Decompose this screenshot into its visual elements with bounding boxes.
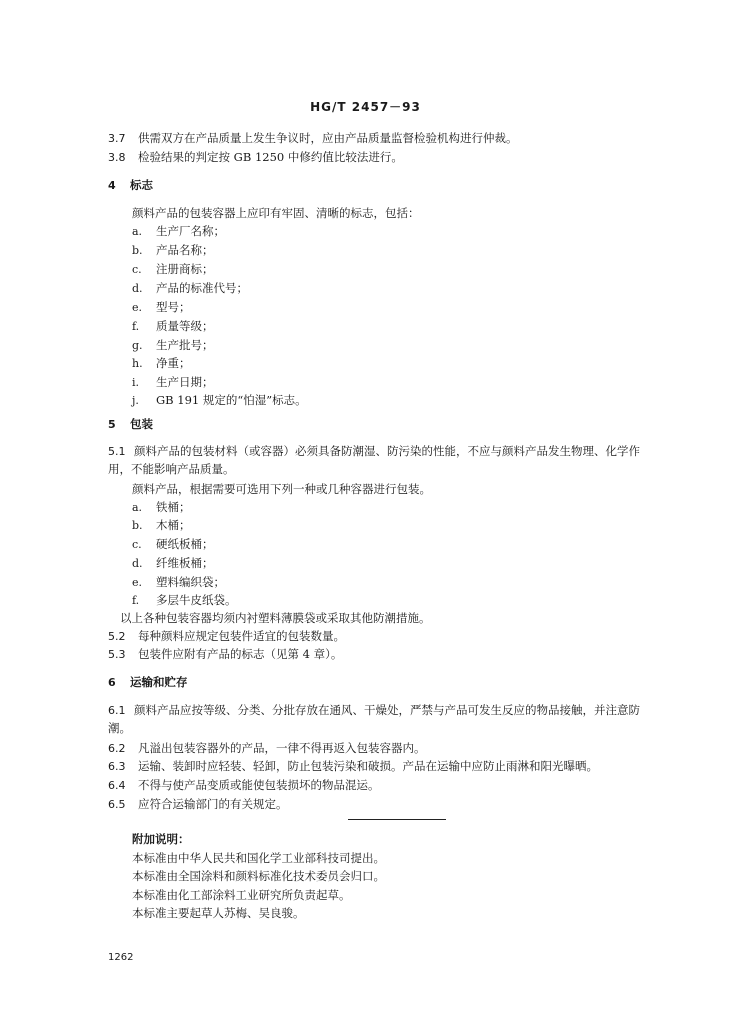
clause-number: 5.3 — [108, 648, 126, 661]
item-text: 铁桶； — [156, 500, 191, 514]
item-label: f. — [132, 320, 140, 333]
item-label: b. — [132, 244, 143, 257]
list-item — [132, 319, 214, 334]
list-item — [132, 500, 191, 515]
section-4-heading — [108, 178, 153, 193]
item-label: d. — [132, 557, 143, 570]
section-number: 4 — [108, 179, 116, 192]
clause-number: 6.3 — [108, 760, 126, 773]
clause-number: 6.2 — [108, 742, 126, 755]
appendix-line: 本标准由全国涂料和颜料标准化技术委员会归口。 — [132, 869, 385, 883]
clause-text: 运输、装卸时应轻装、轻卸，防止包装污染和破损。产品在运输中应防止雨淋和阳光曝晒。 — [138, 759, 598, 773]
clause-text: 供需双方在产品质量上发生争议时，应由产品质量监督检验机构进行仲裁。 — [138, 131, 518, 145]
item-text: 净重； — [156, 356, 191, 370]
clause-text: 检验结果的判定按 GB 1250 中修约值比较法进行。 — [138, 150, 403, 164]
clause-number: 6.1 — [108, 704, 126, 717]
item-label: d. — [132, 282, 143, 295]
item-label: g. — [132, 339, 143, 352]
section-5-intro: 颜料产品，根据需要可选用下列一种或几种容器进行包装。 — [132, 482, 431, 496]
list-item — [132, 243, 214, 258]
appendix-line: 本标准主要起草人苏梅、吴良骏。 — [132, 906, 305, 920]
item-label: a. — [132, 501, 143, 514]
list-item — [132, 518, 191, 533]
item-label: h. — [132, 357, 143, 370]
clause-number: 6.4 — [108, 779, 126, 792]
list-item — [132, 281, 248, 296]
item-text: 生产批号； — [156, 338, 214, 352]
list-item — [132, 593, 237, 608]
item-label: j. — [132, 394, 139, 407]
item-text: 注册商标； — [156, 262, 214, 276]
list-item — [132, 393, 307, 408]
list-item — [132, 224, 225, 239]
item-text: 型号； — [156, 300, 191, 314]
section-number: 5 — [108, 418, 116, 431]
section-4-intro: 颜料产品的包装容器上应印有牢固、清晰的标志，包括： — [132, 206, 420, 220]
item-label: c. — [132, 538, 142, 551]
clause-6-4 — [108, 778, 380, 793]
section-title: 标志 — [130, 178, 153, 192]
list-item — [132, 262, 214, 277]
item-text: 产品名称； — [156, 243, 214, 257]
item-label: e. — [132, 301, 143, 314]
clause-text: 不得与使产品变质或能使包装损坏的物品混运。 — [138, 778, 380, 792]
clause-number: 6.5 — [108, 798, 126, 811]
section-5-heading — [108, 417, 153, 432]
item-label: i. — [132, 376, 140, 389]
item-text: 硬纸板桶； — [156, 537, 214, 551]
item-label: e. — [132, 576, 143, 589]
item-text: 纤维板桶； — [156, 556, 214, 570]
item-text: 产品的标准代号； — [156, 281, 248, 295]
list-item — [132, 300, 191, 315]
clause-5-1-continued: 用，不能影响产品质量。 — [108, 462, 235, 476]
list-item — [132, 338, 214, 353]
page-number: 1262 — [108, 952, 134, 963]
clause-text: 颜料产品的包装材料（或容器）必须具备防潮湿、防污染的性能，不应与颜料产品发生物理、化学作 — [134, 444, 640, 458]
page-header: HG/T 2457－93 — [310, 100, 421, 114]
item-text: 木桶； — [156, 518, 191, 532]
item-label: a. — [132, 225, 143, 238]
clause-text: 每种颜料应规定包装件适宜的包装数量。 — [138, 629, 345, 643]
clause-6-2 — [108, 741, 426, 756]
list-item — [132, 537, 214, 552]
section-divider — [348, 819, 446, 820]
clause-6-3 — [108, 759, 598, 774]
section-number: 6 — [108, 676, 116, 689]
clause-text: 凡溢出包装容器外的产品，一律不得再返入包装容器内。 — [138, 741, 426, 755]
appendix-line: 本标准由化工部涂料工业研究所负责起草。 — [132, 888, 351, 902]
item-label: f. — [132, 594, 140, 607]
item-label: c. — [132, 263, 142, 276]
list-item — [132, 575, 225, 590]
clause-5-3 — [108, 647, 342, 662]
clause-6-1-continued: 潮。 — [108, 721, 131, 735]
list-item — [132, 556, 214, 571]
section-6-heading — [108, 675, 188, 690]
clause-number: 5.1 — [108, 445, 126, 458]
section-title: 包装 — [130, 417, 153, 431]
appendix-line: 本标准由中华人民共和国化学工业部科技司提出。 — [132, 851, 385, 865]
clause-6-1 — [108, 703, 640, 718]
item-text: 质量等级； — [156, 319, 214, 333]
clause-text: 包装件应附有产品的标志（见第 4 章）。 — [138, 647, 343, 661]
clause-3-8 — [108, 150, 403, 165]
clause-number: 3.7 — [108, 132, 126, 145]
item-text: 塑料编织袋； — [156, 575, 225, 589]
list-item — [132, 356, 191, 371]
item-text: 多层牛皮纸袋。 — [156, 593, 237, 607]
section-5-note: 以上各种包装容器均须内衬塑料薄膜袋或采取其他防潮措施。 — [120, 611, 431, 625]
item-label: b. — [132, 519, 143, 532]
clause-number: 5.2 — [108, 630, 126, 643]
section-title: 运输和贮存 — [130, 675, 188, 689]
item-text: 生产厂名称； — [156, 224, 225, 238]
clause-6-5 — [108, 797, 288, 812]
item-text: 生产日期； — [156, 375, 214, 389]
clause-text: 应符合运输部门的有关规定。 — [138, 797, 288, 811]
clause-5-1 — [108, 444, 640, 459]
clause-number: 3.8 — [108, 151, 126, 164]
list-item — [132, 375, 214, 390]
clause-5-2 — [108, 629, 345, 644]
clause-text: 颜料产品应按等级、分类、分批存放在通风、干燥处，严禁与产品可发生反应的物品接触，并注意防 — [134, 703, 640, 717]
clause-3-7 — [108, 131, 518, 146]
item-text: GB 191 规定的“怕湿”标志。 — [156, 393, 307, 407]
appendix-title: 附加说明： — [132, 832, 190, 846]
